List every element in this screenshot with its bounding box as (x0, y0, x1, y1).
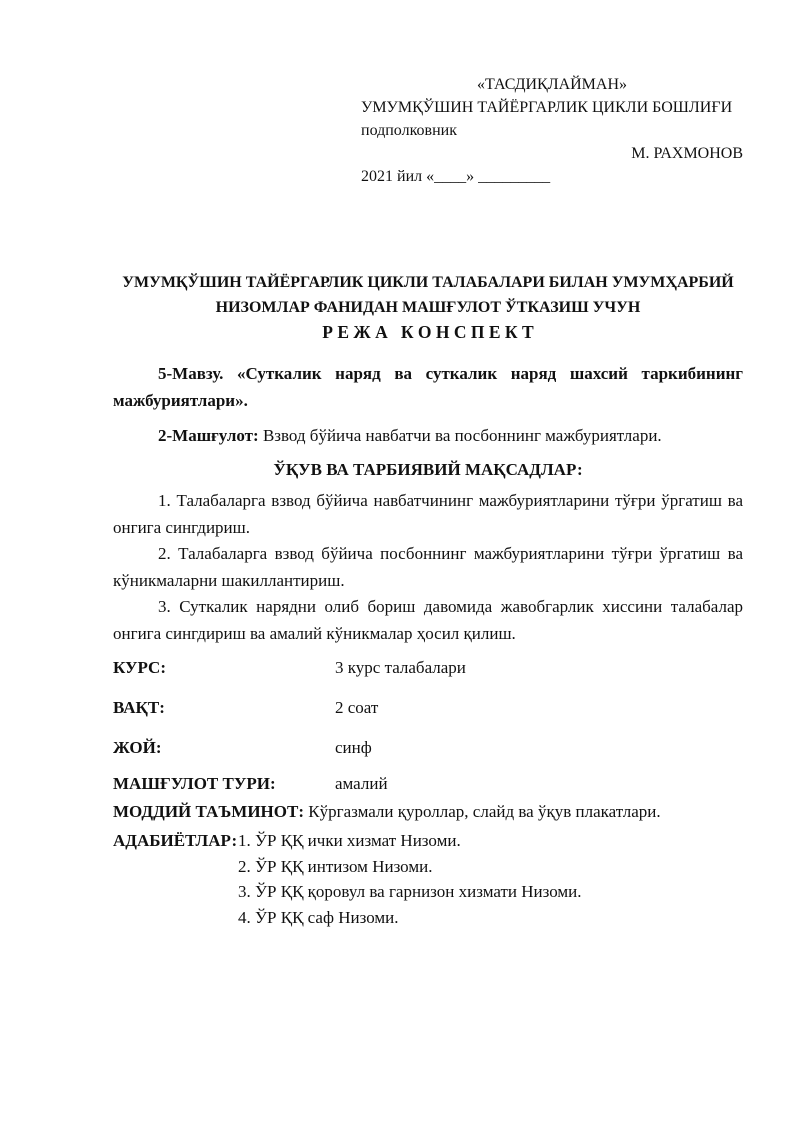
supply-value: Кўргазмали қуроллар, слайд ва ўқув плакатлари. (308, 802, 661, 821)
literature-section (113, 828, 743, 930)
goal-item-2: 2. Талабаларга взвод бўйича посбоннинг мажбуриятларини тўғри ўргатиш ва кўникмаларни шакиллантириш. (113, 544, 743, 590)
course-label: КУРС: (113, 658, 166, 677)
approval-stamp: «ТАСДИҚЛАЙМАН» (476, 76, 628, 93)
lesson-type-label: МАШҒУЛОТ ТУРИ: (113, 774, 276, 793)
lesson-type-value: амалий (335, 774, 388, 793)
time-value: 2 соат (335, 698, 379, 717)
goals-heading: ЎҚУВ ВА ТАРБИЯВИЙ МАҚСАДЛАР: (273, 460, 583, 479)
supply-label: МОДДИЙ ТАЪМИНОТ: (113, 802, 305, 821)
plan-konspekt-heading: Р Е Ж А К О Н С П Е К Т (322, 322, 534, 342)
literature-item-2: 2. ЎР ҚҚ интизом Низоми. (238, 856, 433, 876)
approval-block (361, 73, 743, 188)
topic-paragraph (113, 360, 743, 414)
course-row (113, 656, 743, 679)
document-title-line-2: НИЗОМЛАР ФАНИДАН МАШҒУЛОТ ЎТКАЗИШ УЧУН (215, 299, 641, 316)
literature-item-3: 3. ЎР ҚҚ қоровул ва гарнизон хизмати Низоми. (238, 882, 582, 901)
time-row (113, 696, 743, 719)
topic-label: 5-Мавзу. (158, 364, 224, 383)
topic-text: «Суткалик наряд ва суткалик наряд шахсий таркибининг мажбуриятлари». (113, 364, 744, 410)
approval-signer-name: М. РАХМОНОВ (631, 145, 743, 162)
lesson-label: 2-Машғулот: (158, 426, 259, 445)
time-label: ВАҚТ: (113, 698, 165, 717)
approval-rank: подполковник (361, 122, 457, 139)
place-value: синф (335, 738, 372, 757)
place-label: ЖОЙ: (113, 738, 162, 757)
supply-row (113, 800, 743, 823)
lesson-type-row (113, 772, 743, 795)
literature-item-4: 4. ЎР ҚҚ саф Низоми. (238, 907, 399, 927)
place-row (113, 736, 743, 759)
document-title (113, 270, 743, 345)
goals-list (113, 488, 743, 647)
details-section (113, 656, 743, 795)
approval-chief-title: УМУМҚЎШИН ТАЙЁРГАРЛИК ЦИКЛИ БОШЛИҒИ (361, 99, 733, 116)
literature-item-1: 1. ЎР ҚҚ ички хизмат Низоми. (238, 831, 461, 850)
goal-item-1: 1. Талабаларга взвод бўйича навбатчининг мажбуриятларини тўғри ўргатиш ва онгига сингдириш. (113, 491, 743, 537)
lesson-text: Взвод бўйича навбатчи ва посбоннинг мажбуриятлари. (262, 426, 662, 445)
course-value: 3 курс талабалари (335, 658, 466, 677)
lesson-paragraph (113, 422, 743, 449)
goal-item-3: 3. Суткалик нарядни олиб бориш давомида жавобгарлик хиссини талабалар онгига сингдириш ва амалий кўникмалар ҳосил қилиш. (113, 597, 743, 643)
literature-label: АДАБИЁТЛАР: (113, 831, 238, 850)
approval-date-line: 2021 йил «____» _________ (361, 168, 551, 185)
document-title-line-1: УМУМҚЎШИН ТАЙЁРГАРЛИК ЦИКЛИ ТАЛАБАЛАРИ БИЛАН УМУМҲАРБИЙ (122, 274, 734, 291)
literature-list (238, 828, 582, 930)
